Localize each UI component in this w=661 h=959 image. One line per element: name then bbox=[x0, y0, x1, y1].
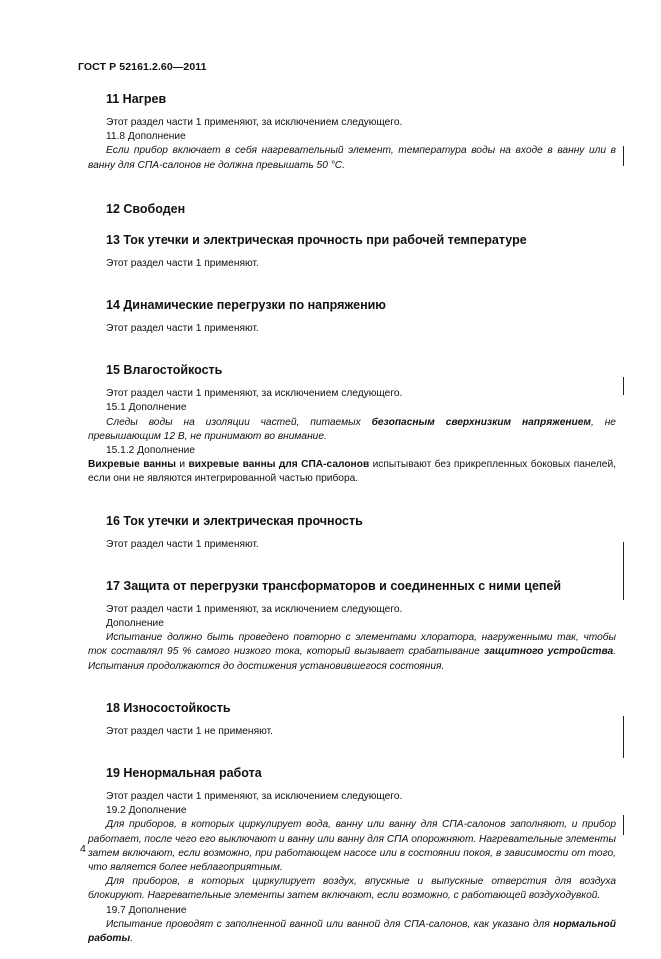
paragraph: Этот раздел части 1 применяют, за исключением следующего. bbox=[106, 791, 403, 803]
section-title: 11 Нагрев bbox=[106, 92, 167, 106]
paragraph: Следы воды на изоляции частей, питаемых безопасным сверхнизким напряжением, не превышающим 12 В, не принимают во внимание. bbox=[88, 416, 616, 442]
section-title: 13 Ток утечки и электрическая прочность при рабочей температуре bbox=[106, 232, 527, 247]
subclause-number: 19.2 Дополнение bbox=[106, 805, 187, 817]
paragraph: Этот раздел части 1 применяют. bbox=[106, 538, 259, 550]
paragraph: Этот раздел части 1 применяют, за исключением следующего. bbox=[106, 603, 403, 615]
section-15 bbox=[88, 361, 616, 486]
section-12 bbox=[88, 200, 616, 218]
section-19 bbox=[88, 764, 616, 946]
revision-bar bbox=[623, 542, 624, 600]
defined-term: вихревые ванны для СПА-салонов bbox=[188, 459, 370, 471]
subclause-number: Дополнение bbox=[106, 618, 164, 630]
defined-term: защитного устройства bbox=[484, 646, 614, 658]
section-title: 16 Ток утечки и электрическая прочность bbox=[106, 513, 363, 528]
document-body bbox=[88, 90, 616, 959]
paragraph: Испытание должно быть проведено повторно с элементами хлоратора, нагруженными так, чтобы ток составлял 95 % самого низкого тока, который вызывает срабатывание защитного устройства. Испытания продолжаются до достижения установившегося состояния. bbox=[88, 632, 616, 672]
section-16 bbox=[88, 512, 616, 552]
paragraph: Для приборов, в которых циркулирует воздух, впускные и выпускные отверстия для воздуха блокируют. Нагревательные элементы затем включают, если возможно, с работающей воздуходувкой. bbox=[88, 876, 616, 902]
section-title: 12 Свободен bbox=[106, 201, 186, 216]
defined-term: нормальной работы bbox=[88, 918, 616, 945]
paragraph: Этот раздел части 1 не применяют. bbox=[106, 725, 273, 737]
paragraph: Если прибор включает в себя нагревательный элемент, температура воды на входе в ванну или в ванну для СПА-салонов не должна превышать 50 °С. bbox=[88, 145, 616, 171]
paragraph: Этот раздел части 1 применяют, за исключением следующего. bbox=[106, 388, 403, 400]
subclause-number: 19.7 Дополнение bbox=[106, 904, 187, 916]
defined-term: безопасным сверхнизким напряжением bbox=[371, 416, 591, 428]
revision-bar bbox=[623, 815, 624, 835]
paragraph: Этот раздел части 1 применяют. bbox=[106, 257, 259, 269]
paragraph: Испытание проводят с заполненной ванной или ванной для СПА-салонов, как указано для нормальной работы. bbox=[88, 918, 616, 945]
revision-bar bbox=[623, 377, 624, 395]
section-title: 17 Защита от перегрузки трансформаторов и соединенных с ними цепей bbox=[106, 578, 562, 593]
section-18 bbox=[88, 699, 616, 739]
section-title: 15 Влагостойкость bbox=[106, 363, 223, 378]
revision-bar bbox=[623, 716, 624, 758]
section-17 bbox=[88, 577, 616, 674]
subclause-number: 15.1 Дополнение bbox=[106, 402, 187, 414]
section-title: 19 Ненормальная работа bbox=[106, 766, 262, 781]
section-title: 18 Износостойкость bbox=[106, 700, 231, 715]
subclause-number: 15.1.2 Дополнение bbox=[106, 445, 196, 457]
paragraph: Этот раздел части 1 применяют. bbox=[106, 323, 259, 335]
section-14 bbox=[88, 296, 616, 336]
section-title: 14 Динамические перегрузки по напряжению bbox=[106, 298, 386, 313]
defined-term: Вихревые ванны bbox=[88, 459, 177, 471]
section-11 bbox=[88, 90, 616, 173]
revision-bar bbox=[623, 146, 624, 166]
paragraph: Этот раздел части 1 применяют, за исключением следующего. bbox=[106, 117, 403, 128]
section-13 bbox=[88, 231, 616, 271]
paragraph: Вихревые ванны и вихревые ванны для СПА-салонов испытывают без прикрепленных боковых панелей, если они не являются интегрированной частью прибора. bbox=[88, 459, 616, 485]
paragraph: Для приборов, в которых циркулирует вода, ванну или ванну для СПА-салонов заполняют, и прибор работает, после чего его выключают и ванну или ванну для СПА опорожняют. Нагревательные элементы затем включают, если возможно, при работающем насосе или в состоянии покоя, в зависимости от того, что является более неблагоприятным. bbox=[88, 819, 616, 874]
subclause-number: 11.8 Дополнение bbox=[106, 131, 186, 143]
page-number: 4 bbox=[80, 843, 86, 855]
document-header: ГОСТ Р 52161.2.60—2011 bbox=[78, 61, 207, 73]
